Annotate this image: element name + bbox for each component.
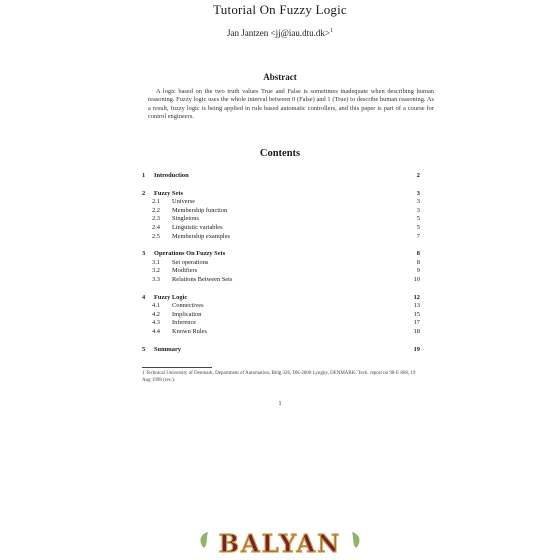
toc-section-entry[interactable]	[142, 172, 420, 181]
toc-entry-label: Universe	[172, 198, 196, 206]
toc-subsection-entry[interactable]	[142, 267, 420, 276]
toc-entry-label: Known Rules	[172, 327, 207, 335]
toc-entry-number: 2.5	[152, 232, 160, 240]
toc-entry-page: 2	[416, 172, 420, 179]
toc-entry-page: 9	[416, 267, 420, 275]
watermark-text: BALYAN	[218, 529, 342, 558]
footnote: 1 Technical University of Denmark, Department of Automation, Bldg 326, DK-2800 Lyngby, DENMARK. Tech. report no 98-E 868, 19 Aug 1998 (rev.).	[142, 371, 416, 383]
toc-section-entry[interactable]	[142, 346, 420, 355]
contents-heading: Contents	[259, 148, 301, 159]
toc-entry-page: 8	[416, 258, 420, 266]
toc-section	[142, 172, 420, 181]
toc-entry-label: Inference	[172, 319, 197, 327]
toc-subsection-entry[interactable]	[142, 207, 420, 216]
toc-entry-number: 2.1	[152, 198, 160, 206]
footnote-rule	[142, 367, 212, 368]
toc-subsection-entry[interactable]	[142, 328, 420, 337]
toc-entry-page: 5	[416, 223, 420, 231]
toc-entry-label: Modifiers	[172, 267, 198, 275]
toc-entry-label: Introduction	[154, 172, 189, 179]
abstract-text: A logic based on the two truth values True and False is sometimes inadequate when describing human reasoning. Fuzzy logic uses the whole interval between 0 (False) and 1 (True) to describe human reasoning. As a result, fuzzy logic is being applied in rule based automatic controllers, and this paper is part of a course for control engineers.	[148, 88, 434, 121]
toc-entry-label: Summary	[154, 345, 181, 353]
toc-entry-page: 15	[413, 310, 420, 318]
toc-entry-page: 13	[413, 302, 420, 310]
toc-entry-number: 5	[142, 345, 146, 353]
toc-entry-number: 2	[142, 189, 146, 197]
toc-entry-page: 3	[416, 198, 420, 206]
toc-section	[142, 294, 420, 337]
toc-entry-number: 1	[142, 172, 146, 179]
toc-entry-number: 4.1	[152, 302, 160, 310]
toc-entry-number: 3.1	[152, 258, 160, 266]
author-footnote-marker: 1	[329, 28, 333, 34]
toc-subsection-entry[interactable]	[142, 224, 420, 233]
toc-subsection-entry[interactable]	[142, 319, 420, 328]
toc-subsection-entry[interactable]	[142, 215, 420, 224]
toc-entry-number: 3.3	[152, 275, 160, 283]
toc-entry-number: 4	[142, 293, 146, 301]
author-line	[0, 28, 560, 38]
author-name: Jan Jantzen <jj@iau.dtu.dk>	[227, 28, 330, 38]
toc-entry-number: 2.4	[152, 223, 160, 231]
toc-section	[142, 190, 420, 242]
abstract-heading: Abstract	[263, 72, 297, 82]
toc-entry-label: Fuzzy Sets	[154, 189, 183, 197]
toc-section	[142, 250, 420, 284]
toc-subsection-entry[interactable]	[142, 311, 420, 320]
toc-entry-label: Linguistic variables	[172, 223, 223, 231]
toc-section-entry[interactable]	[142, 250, 420, 259]
toc-section	[142, 346, 420, 355]
toc-entry-number: 3.2	[152, 267, 160, 275]
toc-entry-number: 4.4	[152, 327, 160, 335]
toc-section-entry[interactable]	[142, 294, 420, 303]
toc-entry-number: 3	[142, 250, 146, 258]
toc-entry-page: 8	[416, 250, 420, 258]
toc-entry-label: Singletons	[172, 215, 199, 223]
toc-subsection-entry[interactable]	[142, 198, 420, 207]
toc-entry-number: 2.2	[152, 206, 160, 214]
toc-entry-page: 10	[413, 275, 420, 283]
toc-entry-number: 4.3	[152, 319, 160, 327]
toc-entry-page: 3	[416, 206, 420, 214]
paper-title: Tutorial On Fuzzy Logic	[213, 2, 347, 17]
toc-entry-number: 2.3	[152, 215, 160, 223]
toc-entry-page: 18	[413, 327, 420, 335]
toc-entry-label: Relations Between Sets	[172, 275, 233, 283]
toc-entry-page: 19	[413, 345, 420, 353]
toc-subsection-entry[interactable]	[142, 233, 420, 242]
table-of-contents	[142, 172, 420, 363]
toc-entry-label: Membership examples	[172, 232, 231, 240]
page-number: 1	[278, 401, 282, 407]
toc-entry-page: 5	[416, 215, 420, 223]
toc-entry-label: Operations On Fuzzy Sets	[154, 250, 226, 258]
toc-subsection-entry[interactable]	[142, 276, 420, 285]
toc-subsection-entry[interactable]	[142, 259, 420, 268]
toc-entry-label: Set operations	[172, 258, 209, 266]
toc-subsection-entry[interactable]	[142, 302, 420, 311]
toc-entry-page: 12	[413, 293, 420, 301]
toc-entry-label: Membership function	[172, 206, 228, 214]
toc-entry-page: 17	[413, 319, 420, 327]
toc-entry-label: Fuzzy Logic	[154, 293, 188, 301]
toc-entry-page: 3	[416, 189, 420, 197]
toc-entry-number: 4.2	[152, 310, 160, 318]
toc-entry-label: Connectives	[172, 302, 204, 310]
toc-entry-label: Implication	[172, 310, 202, 318]
toc-entry-page: 7	[416, 232, 420, 240]
balyan-watermark-logo	[190, 528, 370, 558]
toc-section-entry[interactable]	[142, 190, 420, 199]
